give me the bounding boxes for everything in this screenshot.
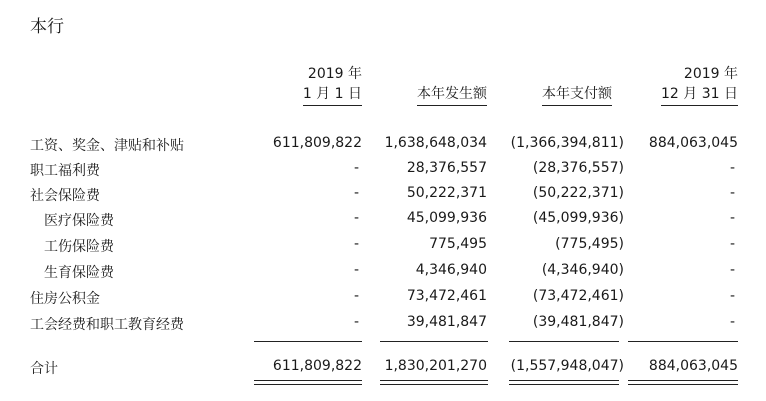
- cell-opening: -: [353, 288, 359, 304]
- cell-paid: (73,472,461): [532, 288, 624, 304]
- cell-paid: (1,366,394,811): [510, 135, 624, 151]
- header-col4-year: 2019 年: [683, 66, 738, 82]
- cell-closing: -: [729, 262, 735, 278]
- cell-closing: -: [729, 314, 735, 330]
- cell-accrued: 775,495: [429, 236, 487, 252]
- header-col2: [367, 64, 487, 106]
- subtotal-rule: [509, 341, 619, 342]
- table-row: [0, 288, 766, 313]
- cell-opening: -: [353, 160, 359, 176]
- total-closing: 884,063,045: [648, 358, 738, 374]
- row-label: 社会保险费: [30, 188, 100, 204]
- cell-opening: -: [353, 236, 359, 252]
- total-label: 合计: [30, 361, 58, 377]
- cell-accrued: 39,481,847: [406, 314, 487, 330]
- row-label: 职工福利费: [30, 163, 100, 179]
- subtotal-rule: [628, 341, 738, 342]
- table-row: [0, 135, 766, 160]
- page-title: 本行: [30, 17, 64, 37]
- total-double-rule: [254, 380, 362, 385]
- table-row: [0, 314, 766, 339]
- cell-paid: (39,481,847): [532, 314, 624, 330]
- table-row: [0, 210, 766, 235]
- table-row: [0, 185, 766, 210]
- table-row: [0, 236, 766, 261]
- cell-closing: -: [729, 236, 735, 252]
- cell-opening: -: [353, 210, 359, 226]
- cell-closing: 884,063,045: [648, 135, 738, 151]
- cell-opening: 611,809,822: [272, 135, 362, 151]
- row-label: 医疗保险费: [44, 213, 114, 229]
- cell-paid: (50,222,371): [532, 185, 624, 201]
- cell-paid: (775,495): [555, 236, 624, 252]
- row-label: 工资、奖金、津贴和补贴: [30, 138, 184, 154]
- total-accrued: 1,830,201,270: [384, 358, 487, 374]
- cell-closing: -: [729, 210, 735, 226]
- cell-accrued: 50,222,371: [406, 185, 487, 201]
- cell-opening: -: [353, 185, 359, 201]
- cell-closing: -: [729, 288, 735, 304]
- cell-accrued: 28,376,557: [406, 160, 487, 176]
- header-col1-date: 1 月 1 日: [303, 84, 362, 106]
- cell-closing: -: [729, 160, 735, 176]
- subtotal-rule: [380, 341, 488, 342]
- total-double-rule: [628, 380, 738, 385]
- cell-paid: (4,346,940): [541, 262, 624, 278]
- cell-accrued: 45,099,936: [406, 210, 487, 226]
- row-label: 工伤保险费: [44, 239, 114, 255]
- cell-paid: (28,376,557): [532, 160, 624, 176]
- total-double-rule: [380, 380, 488, 385]
- row-label: 工会经费和职工教育经费: [30, 317, 184, 333]
- row-label: 生育保险费: [44, 265, 114, 281]
- total-opening: 611,809,822: [272, 358, 362, 374]
- cell-paid: (45,099,936): [532, 210, 624, 226]
- cell-accrued: 4,346,940: [415, 262, 487, 278]
- total-paid: (1,557,948,047): [510, 358, 624, 374]
- row-label: 住房公积金: [30, 291, 100, 307]
- header-col3: [472, 64, 612, 106]
- cell-closing: -: [729, 185, 735, 201]
- cell-accrued: 73,472,461: [406, 288, 487, 304]
- header-col3-label: 本年支付额: [542, 84, 612, 106]
- cell-opening: -: [353, 314, 359, 330]
- cell-opening: -: [353, 262, 359, 278]
- subtotal-rule: [254, 341, 362, 342]
- total-double-rule: [509, 380, 619, 385]
- header-col1: [252, 64, 362, 106]
- table-row: [0, 262, 766, 287]
- header-col2-label: 本年发生额: [417, 84, 487, 106]
- table-row: [0, 160, 766, 185]
- header-col4: [628, 64, 738, 106]
- header-col1-year: 2019 年: [307, 66, 362, 82]
- header-col4-date: 12 月 31 日: [661, 84, 738, 106]
- cell-accrued: 1,638,648,034: [384, 135, 487, 151]
